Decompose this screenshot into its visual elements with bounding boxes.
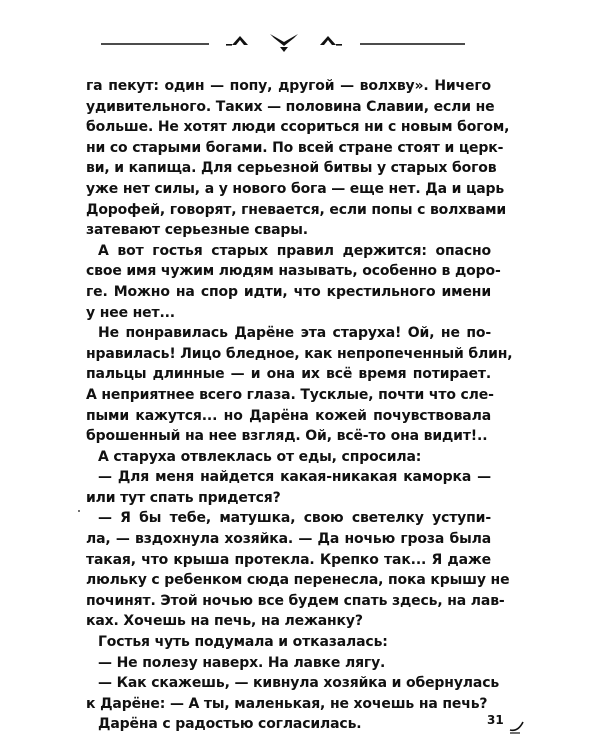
text-line: нравилась! Лицо бледное, как непропеченный блин, xyxy=(86,345,513,362)
text-line: или тут спать придется? xyxy=(86,489,281,506)
text-line: ви, и капища. Для серьезной битвы у старых богов xyxy=(86,160,497,177)
text-line: к Дарёне: — А ты, маленькая, не хочешь на печь? xyxy=(86,695,488,712)
text-line: свое имя чужим людям называть, особенно в доро- xyxy=(86,263,501,280)
text-line: — Не полезу наверх. На лавке лягу. xyxy=(98,654,386,671)
text-line: больше. Не хотят люди ссориться ни с новым богом, xyxy=(86,119,510,136)
text-line: починят. Этой ночью все будем спать здесь, на лав- xyxy=(86,592,505,609)
text-line: А старуха отвлеклась от еды, спросила: xyxy=(98,448,422,465)
text-line: затевают серьезные свары. xyxy=(86,222,308,239)
text-line: ках. Хочешь на печь, на лежанку? xyxy=(86,613,363,630)
text-line: люльку с ребенком сюда перенесла, пока крышу не xyxy=(86,572,510,589)
header-ornament xyxy=(0,22,600,62)
text-line: такая, что крыша протекла. Крепко так... Я даже xyxy=(86,551,491,568)
text-line: Не понравилась Дарёне эта старуха! Ой, не по- xyxy=(98,325,491,342)
text-line: Гостья чуть подумала и отказалась: xyxy=(98,634,388,651)
text-line: Дарёна с радостью согласилась. xyxy=(98,716,362,733)
text-line: Дорофей, говорят, гневается, если попы с волхвами xyxy=(86,201,507,218)
text-line: га пекут: один — попу, другой — волхву». Ничего xyxy=(86,78,491,94)
text-line: — Для меня найдется какая-никакая каморка — xyxy=(98,469,491,486)
text-line: — Как скажешь, — кивнула хозяйка и обернулась xyxy=(98,675,500,692)
text-line: уже нет силы, а у нового бога — еще нет. Да и царь xyxy=(86,180,505,197)
text-line: у нее нет... xyxy=(86,304,175,321)
text-line: А вот гостья старых правил держится: опасно xyxy=(98,242,491,259)
ink-speck xyxy=(78,510,80,512)
text-line: брошенный на нее взгляд. Ой, всё-то она видит!.. xyxy=(86,428,488,445)
text-line: пальцы длинные — и она их всё время потирает. xyxy=(86,366,491,383)
text-line: — Я бы тебе, матушка, свою светелку уступи- xyxy=(98,510,491,527)
text-line: удивительного. Таких — половина Славии, если не xyxy=(86,98,495,115)
page-corner-mark-icon xyxy=(508,714,530,736)
text-line: пыми кажутся... но Дарёна кожей почувствовала xyxy=(86,407,491,424)
text-line: А неприятнее всего глаза. Тусклые, почти что сле- xyxy=(86,386,494,403)
text-line: ни со старыми богами. По всей стране стоят и церк- xyxy=(86,139,504,156)
text-line: ла, — вздохнула хозяйка. — Да ночью гроза была xyxy=(86,531,491,548)
page-number: 31 xyxy=(487,713,504,727)
text-line: ге. Можно на спор идти, что крестильного имени xyxy=(86,283,491,300)
